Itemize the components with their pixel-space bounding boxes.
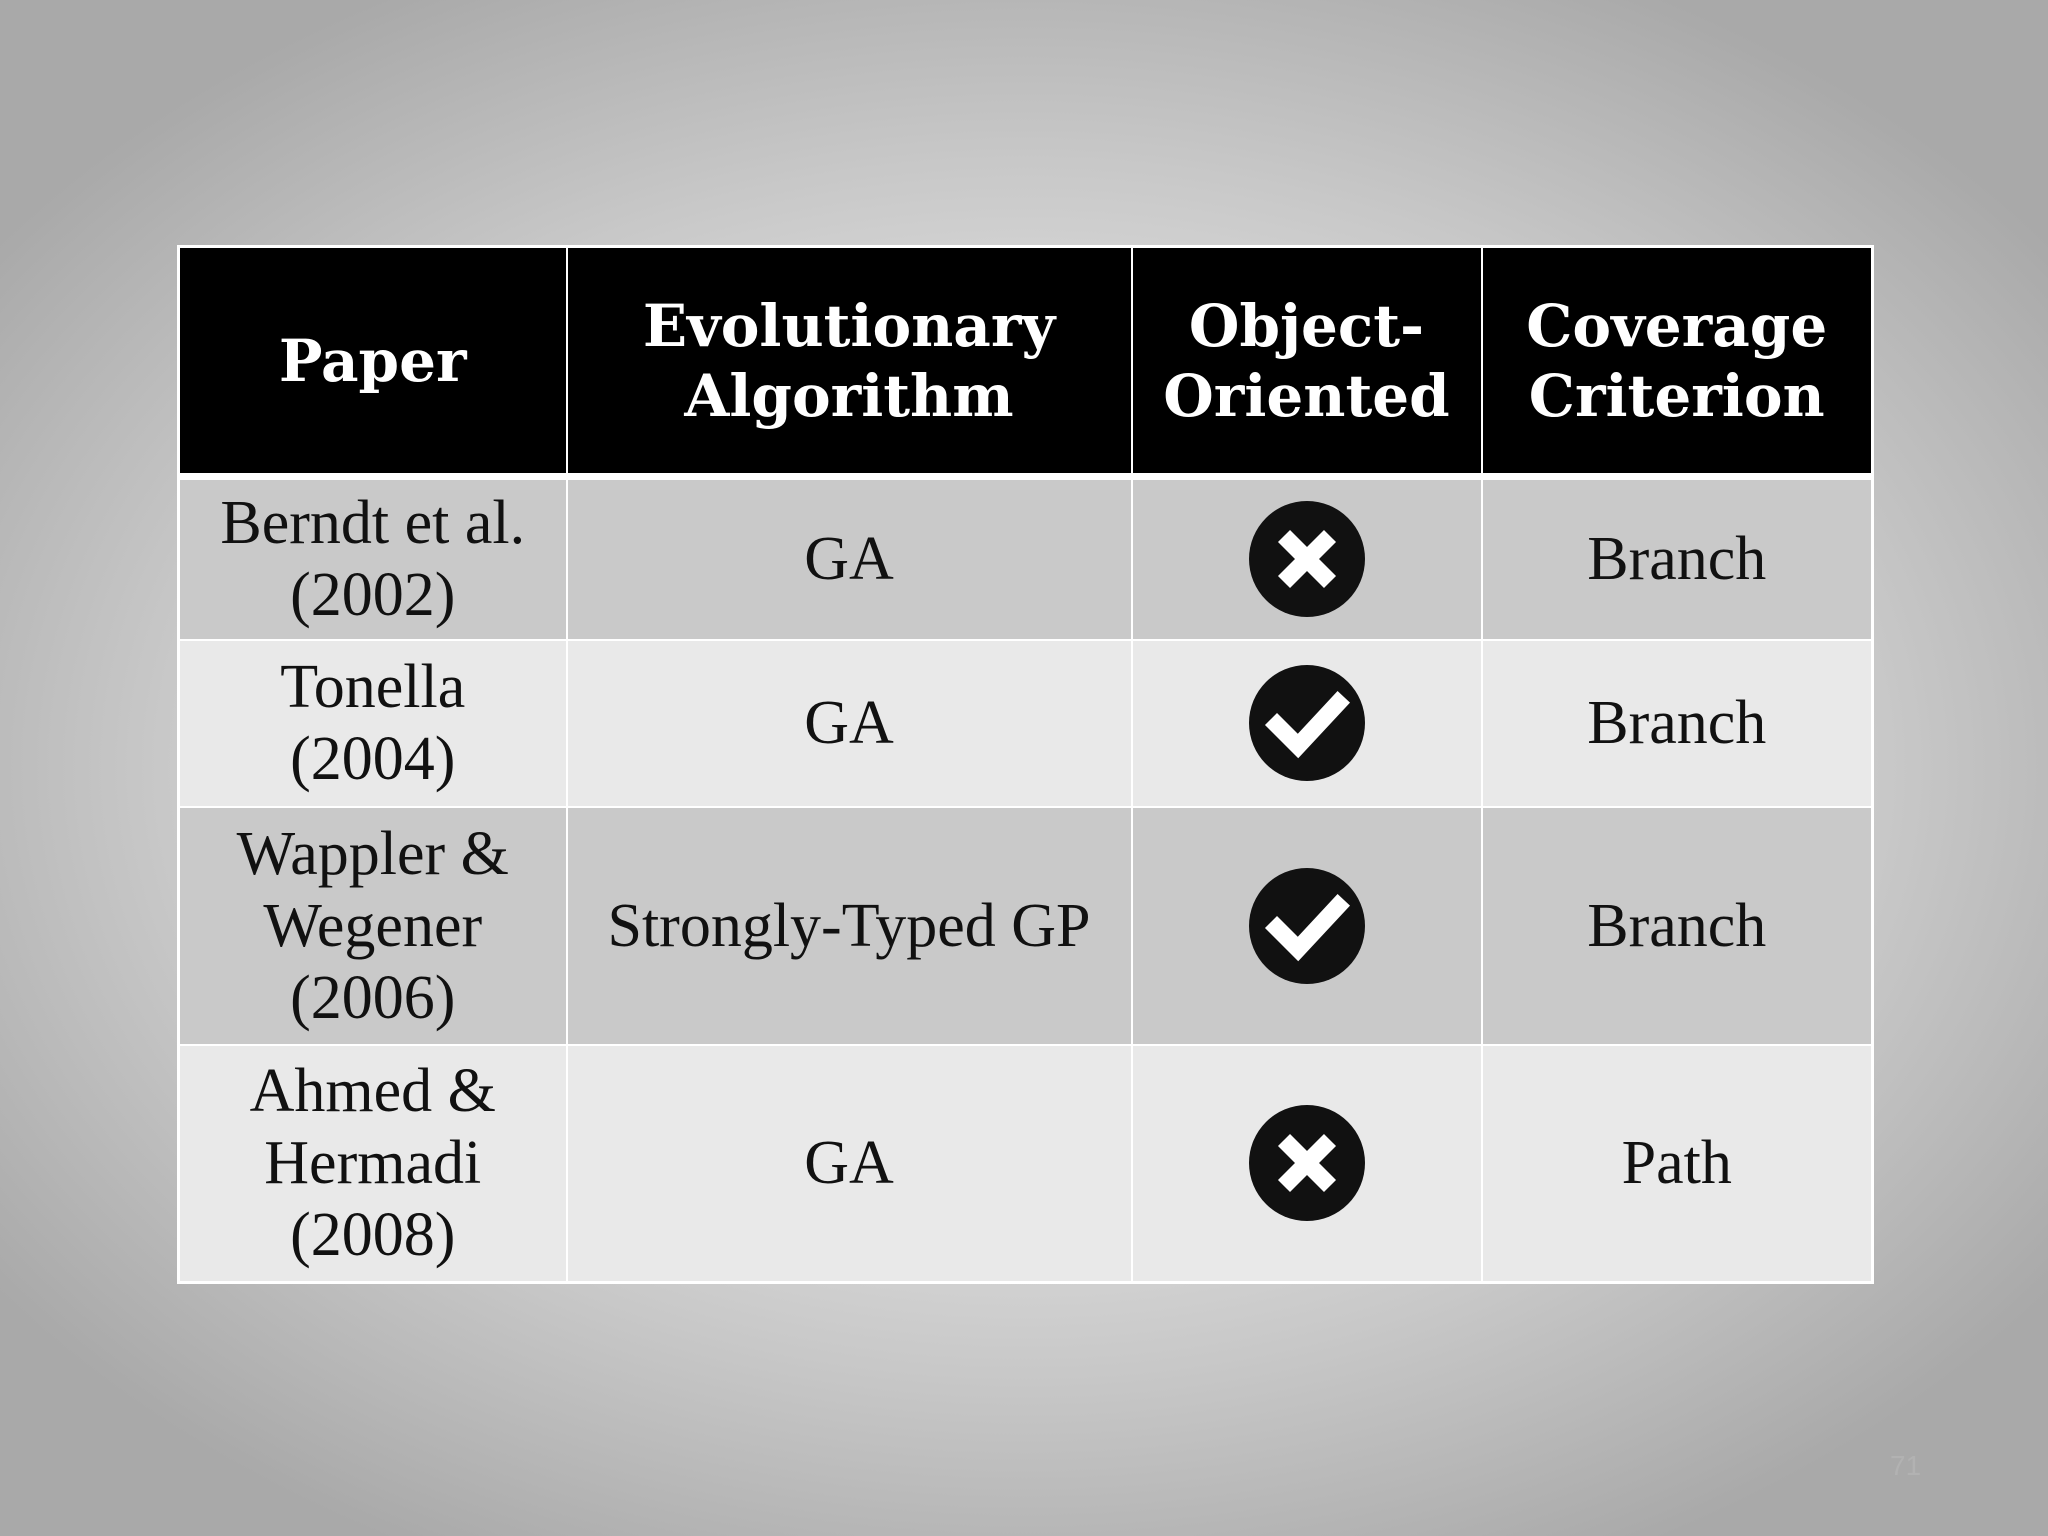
cell-algorithm: Strongly-Typed GP — [567, 807, 1132, 1045]
check-circle-icon — [1247, 866, 1367, 986]
table-row — [179, 1045, 1873, 1283]
cell-paper: Wappler & Wegener (2006) — [179, 807, 567, 1045]
header-label: Coverage Criterion — [1526, 291, 1828, 430]
cell-coverage: Branch — [1482, 477, 1873, 640]
header-evolutionary-algorithm — [567, 247, 1132, 477]
cell-paper: Ahmed & Hermadi (2008) — [179, 1045, 567, 1283]
table-row — [179, 807, 1873, 1045]
table-row — [179, 640, 1873, 807]
header-object-oriented — [1132, 247, 1482, 477]
cell-coverage: Path — [1482, 1045, 1873, 1283]
cell-object-oriented — [1132, 640, 1482, 807]
table-row — [179, 477, 1873, 640]
header-label: Object- Oriented — [1163, 291, 1450, 430]
cell-object-oriented — [1132, 1045, 1482, 1283]
header-paper — [179, 247, 567, 477]
page-number: 71 — [1890, 1450, 1922, 1481]
x-circle-icon — [1247, 499, 1367, 619]
cell-algorithm: GA — [567, 477, 1132, 640]
check-circle-icon — [1247, 663, 1367, 783]
cell-object-oriented — [1132, 477, 1482, 640]
cell-coverage: Branch — [1482, 640, 1873, 807]
header-label: Paper — [278, 326, 467, 395]
header-label: Evolutionary Algorithm — [642, 291, 1056, 430]
table-header-row — [179, 247, 1873, 477]
comparison-table — [177, 245, 1874, 1284]
cell-paper: Tonella (2004) — [179, 640, 567, 807]
x-circle-icon — [1247, 1103, 1367, 1223]
header-coverage-criterion — [1482, 247, 1873, 477]
cell-paper: Berndt et al. (2002) — [179, 477, 567, 640]
cell-algorithm: GA — [567, 1045, 1132, 1283]
cell-coverage: Branch — [1482, 807, 1873, 1045]
cell-algorithm: GA — [567, 640, 1132, 807]
cell-object-oriented — [1132, 807, 1482, 1045]
